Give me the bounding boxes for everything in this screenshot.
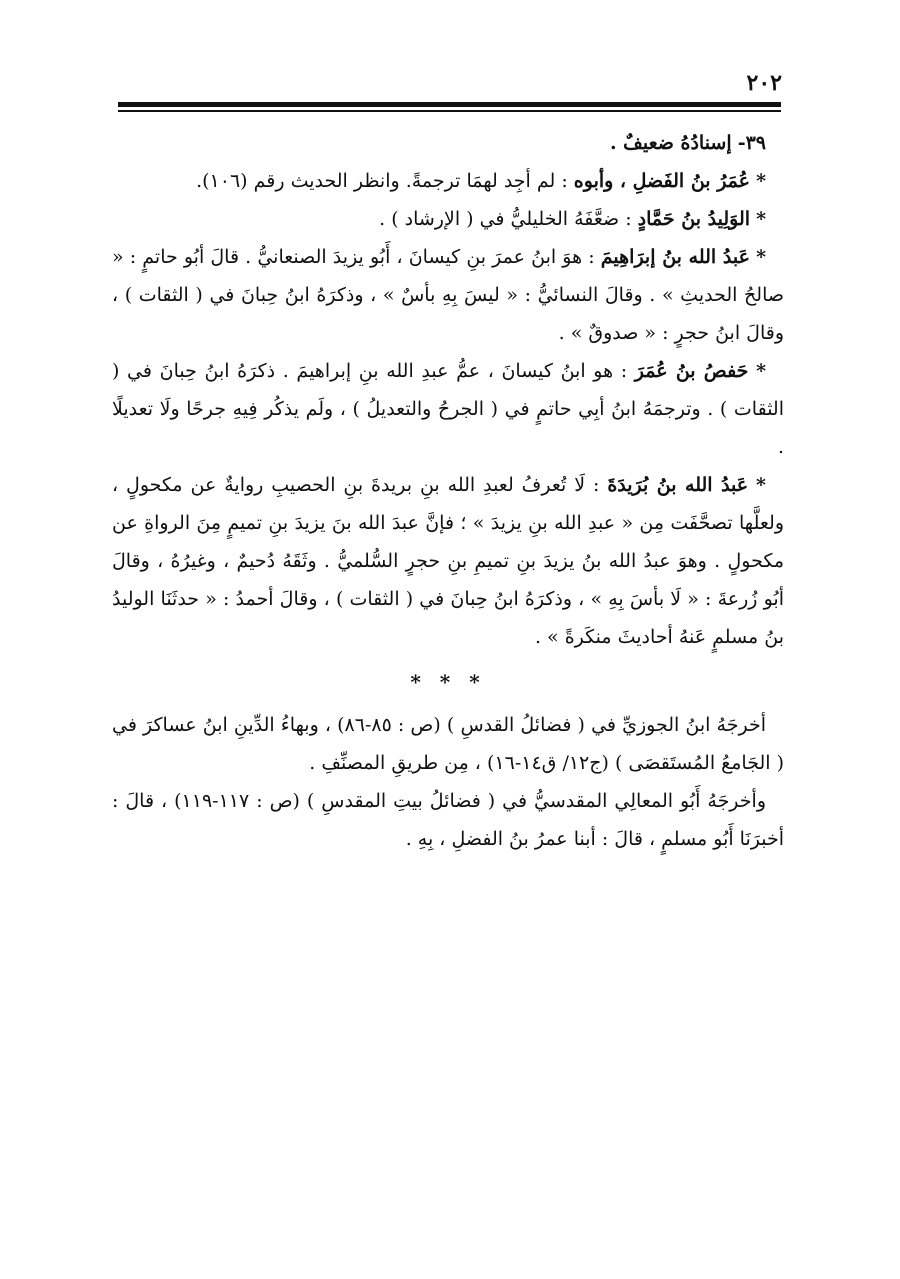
narrator-name: حَفصُ بنُ عُمَرَ — [634, 360, 749, 382]
entry-heading-text: إسنادُهُ ضعيفٌ . — [609, 132, 732, 154]
narrator-text: : هوَ ابنُ عمرَ بنِ كيسانَ ، أَبُو يزيدَ الصنعانيُّ . قالَ أبُو حاتمٍ : « صالحُ الحديثِ » . وقالَ النسائيُّ : « ليسَ بِهِ بأسٌ » ، وذكرَهُ ابنُ حِبانَ في ( الثقات ) ، وقالَ ابنُ حجرٍ : « صدوقٌ » . — [112, 246, 784, 344]
section-separator: * * * — [410, 670, 486, 694]
narrator-name: عُمَرُ بنُ الفَضلِ ، وأبوه — [573, 170, 751, 192]
bullet-star: * — [756, 360, 767, 382]
narrator-text: : لَا تُعرفُ لعبدِ الله بنِ بريدةَ بنِ الحصيبِ روايةٌ عن مكحولٍ ، ولعلَّها تصحَّفَت مِن « عبدِ الله بنِ يزيدَ » ؛ فإنَّ عبدَ الله بنَ يزيدَ بنِ تميمٍ مِنَ الرواةِ عن مكحولٍ . وهوَ عبدُ الله بنُ يزيدَ بنِ تميمِ بنِ حجرٍ السُّلميُّ . وثَقَهُ دُحيمٌ ، وغيرُهُ ، وقالَ أبُو زُرعةَ : « لَا بأسَ بِهِ » ، وذكرَهُ ابنُ حِبانَ في ( الثقات ) ، وقالَ أحمدُ : « حدثَنَا الوليدُ بنُ مسلمٍ عَنهُ أحاديثَ منكَرةً » . — [112, 474, 784, 648]
narrator-name: الوَلِيدُ بنُ حَمَّادٍ — [637, 208, 751, 230]
bullet-star: * — [756, 170, 766, 192]
narrator-item — [112, 200, 784, 238]
bullet-star: * — [756, 246, 766, 268]
source-paragraph: أخرجَهُ ابنُ الجوزيِّ في ( فضائلُ القدسِ ) (ص : ٨٥-٨٦) ، وبهاءُ الدِّينِ ابنُ عساكرَ في ( الجَامعُ المُستَقصَى ) (ج١٢/ ق١٤-١٦) ، مِن طريقِ المصنِّفِ . — [112, 714, 784, 774]
source-paragraph: وأخرجَهُ أَبُو المعالِي المقدسيُّ في ( فضائلُ بيتِ المقدسِ ) (ص : ١١٧-١١٩) ، قالَ : أخبرَنَا أَبُو مسلمٍ ، قالَ : أبنا عمرُ بنُ الفضلِ ، بِهِ . — [112, 790, 784, 850]
entry-number: ٣٩- — [737, 132, 766, 154]
narrator-item — [112, 466, 784, 656]
bullet-star: * — [756, 474, 766, 496]
narrator-item — [112, 162, 784, 200]
bullet-star: * — [756, 208, 766, 230]
header-rule-thin — [118, 110, 781, 112]
narrator-item — [112, 238, 784, 352]
header-rule-thick — [118, 102, 781, 107]
page-body — [112, 124, 784, 858]
entry-heading — [112, 124, 784, 162]
narrator-name: عَبدُ الله بنُ إبرَاهِيمَ — [600, 246, 750, 268]
narrator-name: عَبدُ الله بنُ بُرَيدَةَ — [607, 474, 749, 496]
narrator-text: : هو ابنُ كيسانَ ، عمُّ عبدِ الله بنِ إبراهيمَ . ذكرَهُ ابنُ حِبانَ في ( الثقات ) . وترجمَهُ ابنُ أبِي حاتمٍ في ( الجرحُ والتعديلُ ) ، ولَم يذكُر فِيهِ جرحًا ولَا تعديلًا . — [112, 360, 784, 458]
narrator-text: : ضعَّفَهُ الخليليُّ في ( الإرشاد ) . — [379, 208, 632, 230]
page-number: ٢٠٢ — [746, 70, 782, 96]
narrator-text: : لم أجِد لهمَا ترجمةً. وانظر الحديث رقم (١٠٦). — [196, 170, 568, 192]
narrator-item — [112, 352, 784, 466]
